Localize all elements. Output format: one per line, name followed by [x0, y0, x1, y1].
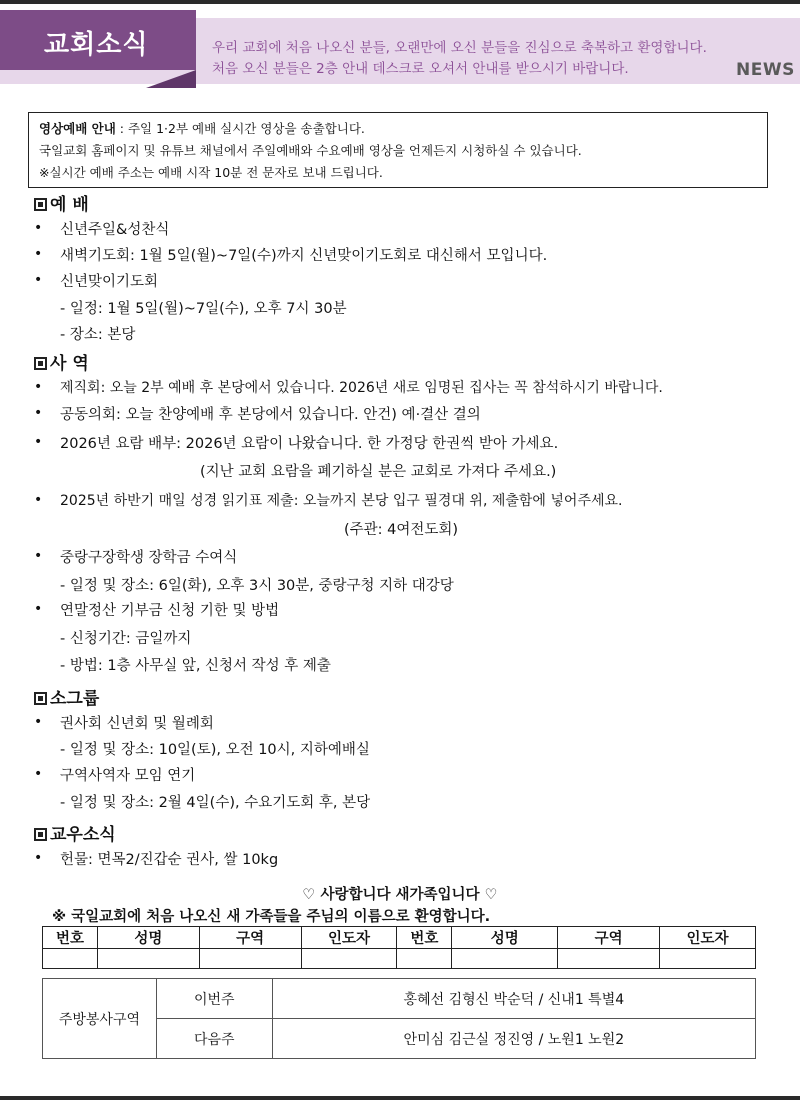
news-badge: NEWS [736, 60, 795, 80]
ministry-item-6-period: - 신청기간: 금일까지 [60, 631, 192, 647]
table-row [43, 979, 756, 1019]
section-members-title [34, 820, 116, 845]
column-header: 번호 [397, 927, 452, 949]
smallgroup-item-1: 권사회 신년회 및 월례회 [60, 716, 214, 732]
section-title-text: 예 배 [50, 195, 89, 215]
page-title: 교회소식 [44, 30, 149, 60]
column-header: 성명 [452, 927, 558, 949]
ministry-item-5-schedule: - 일정 및 장소: 6일(화), 오후 3시 30분, 중랑구청 지하 대강당 [60, 578, 454, 594]
kitchen-week: 다음주 [156, 1019, 272, 1059]
kitchen-names: 안미심 김근실 정진영 / 노원1 노원2 [272, 1019, 755, 1059]
bullet-icon: • [34, 434, 43, 450]
table-cell [43, 949, 98, 969]
square-bullet-icon [34, 357, 47, 370]
bullet-icon: • [34, 246, 43, 262]
ministry-item-3-note: (지난 교회 요람을 폐기하실 분은 교회로 가져다 주세요.) [200, 464, 557, 480]
banner-line-2: 처음 오신 분들은 2층 안내 데스크로 오셔서 안내를 받으시기 바랍니다. [212, 61, 629, 77]
bullet-icon: • [34, 220, 43, 236]
welcome-title: ♡ 사랑합니다 새가족입니다 ♡ [302, 887, 498, 903]
column-header: 구역 [199, 927, 301, 949]
section-smallgroup-title [34, 684, 99, 709]
smallgroup-item-1-schedule: - 일정 및 장소: 10일(토), 오전 10시, 지하예배실 [60, 742, 370, 758]
bullet-icon: • [34, 272, 43, 288]
table-row [43, 949, 756, 969]
video-worship-notice [28, 112, 768, 188]
bottom-rule [0, 1096, 800, 1100]
ministry-item-6: 연말정산 기부금 신청 기한 및 방법 [60, 603, 280, 619]
ministry-item-4-note: (주관: 4여전도회) [344, 522, 459, 538]
kitchen-label: 주방봉사구역 [43, 979, 157, 1059]
bullet-icon: • [34, 714, 43, 730]
column-header: 인도자 [301, 927, 397, 949]
kitchen-names: 홍혜선 김형신 박순덕 / 신내1 특별4 [272, 979, 755, 1019]
section-ministry-title [34, 349, 89, 374]
column-header: 구역 [558, 927, 660, 949]
ministry-item-6-method: - 방법: 1층 사무실 앞, 신청서 작성 후 제출 [60, 658, 331, 674]
table-cell [452, 949, 558, 969]
welcome-subtitle: ※ 국일교회에 처음 나오신 새 가족들을 주님의 이름으로 환영합니다. [52, 909, 491, 925]
worship-item-3: 신년맞이기도회 [60, 274, 159, 290]
bullet-icon: • [34, 492, 43, 508]
table-header-row [43, 927, 756, 949]
bullet-icon: • [34, 405, 43, 421]
newcomer-table [42, 926, 756, 969]
table-cell [397, 949, 452, 969]
section-title-text: 소그룹 [50, 689, 100, 709]
worship-item-3-place: - 장소: 본당 [60, 327, 136, 343]
notice-line-2: 국일교회 홈페이지 및 유튜브 채널에서 주일예배와 수요예배 영상을 언제든지 시청하실 수 있습니다. [39, 143, 582, 158]
bullet-icon: • [34, 601, 43, 617]
square-bullet-icon [34, 692, 47, 705]
notice-line-3: ※실시간 예배 주소는 예배 시작 10분 전 문자로 보내 드립니다. [39, 165, 383, 180]
smallgroup-item-2-schedule: - 일정 및 장소: 2월 4일(수), 수요기도회 후, 본당 [60, 795, 371, 811]
column-header: 번호 [43, 927, 98, 949]
members-item-1: 헌물: 면목2/진갑순 권사, 쌀 10kg [60, 852, 279, 868]
bullet-icon: • [34, 766, 43, 782]
bullet-icon: • [34, 548, 43, 564]
table-cell [660, 949, 756, 969]
ministry-item-3: 2026년 요람 배부: 2026년 요람이 나왔습니다. 한 가정당 한권씩 받아 가세요. [60, 436, 559, 452]
smallgroup-item-2: 구역사역자 모임 연기 [60, 768, 196, 784]
bullet-icon: • [34, 379, 43, 395]
news-banner [0, 10, 800, 90]
square-bullet-icon [34, 198, 47, 211]
notice-label: 영상예배 안내 [39, 121, 116, 136]
ministry-item-2: 공동의회: 오늘 찬양예배 후 본당에서 있습니다. 안건) 예·결산 결의 [60, 407, 481, 423]
banner-line-1: 우리 교회에 처음 나오신 분들, 오랜만에 오신 분들을 진심으로 축복하고 환영합니다. [212, 40, 707, 56]
section-worship-title [34, 190, 89, 215]
worship-item-3-schedule: - 일정: 1월 5일(월)~7일(수), 오후 7시 30분 [60, 301, 347, 317]
table-cell [558, 949, 660, 969]
column-header: 성명 [97, 927, 199, 949]
notice-line-1 [39, 118, 757, 140]
worship-item-1: 신년주일&성찬식 [60, 222, 170, 238]
section-title-text: 교우소식 [50, 825, 116, 845]
worship-item-2: 새벽기도회: 1월 5일(월)~7일(수)까지 신년맞이기도회로 대신해서 모입니다. [60, 248, 548, 264]
notice-text-1: : 주일 1·2부 예배 실시간 영상을 송출합니다. [115, 121, 365, 136]
section-title-text: 사 역 [50, 354, 89, 374]
kitchen-week: 이번주 [156, 979, 272, 1019]
bullet-icon: • [34, 850, 43, 866]
top-rule [0, 0, 800, 4]
square-bullet-icon [34, 828, 47, 841]
column-header: 인도자 [660, 927, 756, 949]
kitchen-service-table [42, 978, 756, 1059]
banner-welcome-text [212, 38, 707, 80]
table-cell [199, 949, 301, 969]
table-cell [301, 949, 397, 969]
ministry-item-1: 제직회: 오늘 2부 예배 후 본당에서 있습니다. 2026년 새로 임명된 집사는 꼭 참석하시기 바랍니다. [60, 380, 663, 396]
ministry-item-5: 중랑구장학생 장학금 수여식 [60, 550, 238, 566]
ministry-item-4: 2025년 하반기 매일 성경 읽기표 제출: 오늘까지 본당 입구 필경대 위, 제출함에 넣어주세요. [60, 493, 623, 509]
table-cell [97, 949, 199, 969]
